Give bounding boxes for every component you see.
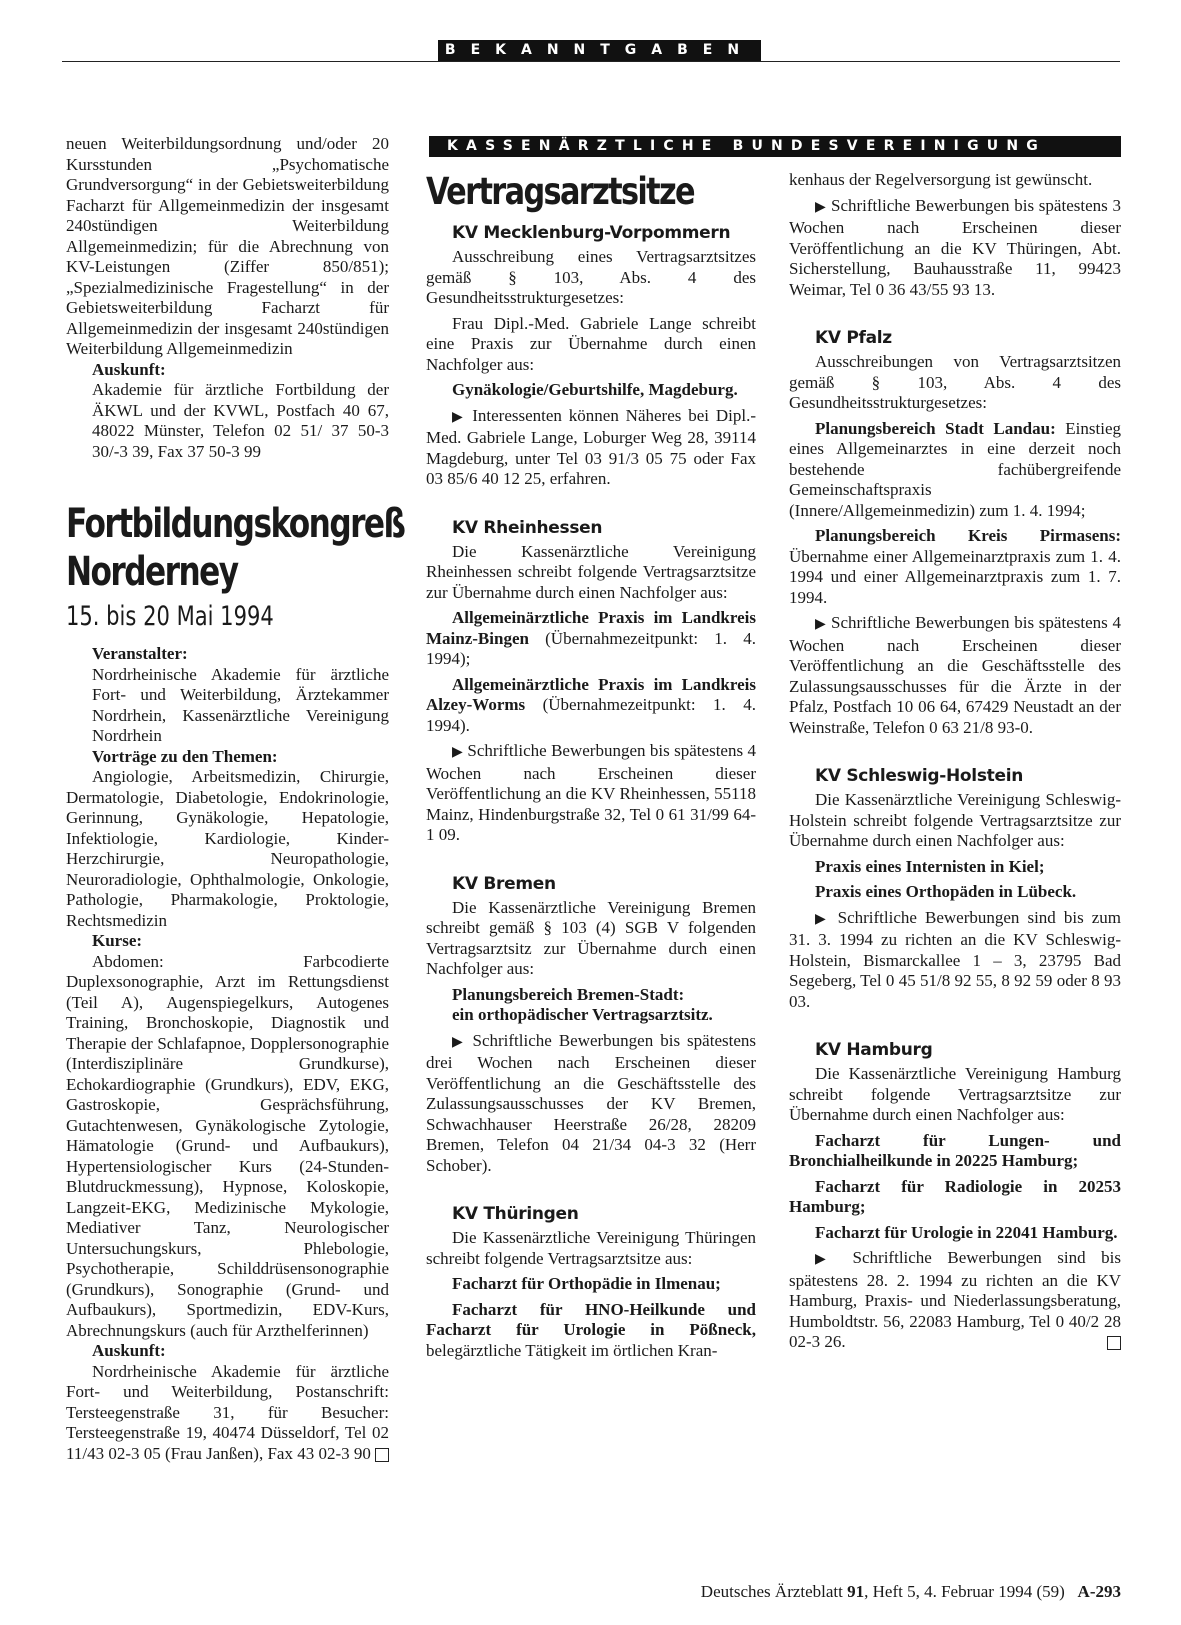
arrow-icon: ▶: [815, 1252, 838, 1267]
arrow-icon: ▶: [452, 745, 463, 760]
kv-pfalz-item1: Planungsbereich Stadt Landau: Einstieg eines Allgemeinarztes in eine derzeit noch bestehende fachübergreifende Gemeinschaftspraxis (Innere/Allgemeinmedizin) zum 1. 4. 1994;: [789, 418, 1121, 520]
kv-sh-contact: ▶ Schriftliche Bewerbungen sind bis zum 31. 3. 1994 zu richten an die KV Schleswig-Holstein, Bismarckallee 1 – 3, 23795 Bad Segeberg, Tel 0 45 51/8 92 55, 8 92 59 oder 8 93 03.: [789, 907, 1122, 1011]
kv-rheinhessen-text: Die Kassenärztliche Vereinigung Rheinhessen schreibt folgende Vertragsarztsitze zur Übernahme durch einen Nachfolger aus:: [426, 541, 756, 602]
kv-sh-text: Die Kassenärztliche Vereinigung Schleswig-Holstein schreibt folgende Vertragsarztsitze zur Übernahme durch einen Nachfolger aus:: [789, 790, 1121, 850]
kongress-title-line2: Norderney: [66, 549, 238, 595]
veranstalter-label: Veranstalter:: [92, 644, 188, 663]
arrow-icon: ▶: [452, 409, 466, 425]
kv-rheinhessen-item1: Allgemeinärztliche Praxis im Landkreis Mainz-Bingen (Übernahmezeitpunkt: 1. 4. 1994);: [426, 608, 756, 668]
arrow-icon: ▶: [452, 1034, 466, 1050]
column-middle: [426, 170, 756, 1361]
end-mark-icon: [1107, 1336, 1121, 1350]
kv-hamburg-heading: KV Hamburg: [815, 1040, 933, 1060]
vortraege-label: Vorträge zu den Themen:: [92, 746, 278, 766]
kv-bremen-text: Die Kassenärztliche Vereinigung Bremen schreibt gemäß § 103 (4) SGB V folgenden Vertragsarztsitz zur Übernahme durch einen Nachfolger aus:: [426, 897, 756, 978]
kv-thueringen-contact: ▶ Schriftliche Bewerbungen bis spätestens 3 Wochen nach Erscheinen dieser Veröffentlichung an die KV Thüringen, Abt. Sicherstellung, Bauhausstraße 11, 99423 Weimar, Tel 0 36 43/55 93 13.: [789, 195, 1121, 299]
kv-pfalz-heading: KV Pfalz: [815, 328, 892, 348]
kv-hamburg-item2: Facharzt für Radiologie in 20253 Hamburg;: [789, 1176, 1121, 1216]
kv-bremen-heading: KV Bremen: [452, 873, 556, 894]
kv-rheinhessen-contact: ▶ Schriftliche Bewerbungen bis spätestens 4 Wochen nach Erscheinen dieser Veröffentlichung an die KV Rheinhessen, 55118 Mainz, Hindenburgstraße 32, Tel 0 61 31/99 64-1 09.: [426, 741, 756, 844]
kv-pfalz-text: Ausschreibungen von Vertragsarztsitzen gemäß § 103, Abs. 4 des Gesundheitsstrukturgesetzes:: [789, 352, 1121, 412]
kv-sh-item1: Praxis eines Internisten in Kiel;: [815, 856, 1045, 876]
auskunft-label: Auskunft:: [92, 359, 166, 379]
kv-thueringen-heading: KV Thüringen: [452, 1204, 579, 1224]
kv-sh-heading: KV Schleswig-Holstein: [815, 766, 1024, 786]
kv-thueringen-text: Die Kassenärztliche Vereinigung Thüringen schreibt folgende Vertragsarztsitze aus:: [426, 1228, 756, 1268]
kv-pfalz-item2: Planungsbereich Kreis Pirmasens: Übernahme einer Allgemeinarztpraxis zum 1. 4. 1994 und einer Allgemeinarztpraxis zum 1. 7. 1994.: [789, 526, 1121, 607]
kv-pfalz-contact: ▶ Schriftliche Bewerbungen bis spätestens 4 Wochen nach Erscheinen dieser Veröffentlichung an die Geschäftsstelle des Zulassungsausschusses für die Ärzte in der Pfalz, Postfach 10 06 64, 67429 Neustadt an der Weinstraße, Telefon 0 63 21/8 93-0.: [789, 613, 1121, 737]
footer-page: A-293: [1077, 1582, 1121, 1601]
arrow-icon: ▶: [815, 617, 827, 632]
kv-thueringen-item2: Facharzt für HNO-Heilkunde und Facharzt für Urologie in Pößneck, belegärztliche Tätigkeit im örtlichen Kran-: [426, 1299, 756, 1360]
kv-mv-contact: ▶ Interessenten können Näheres bei Dipl.-Med. Gabriele Lange, Loburger Weg 28, 39114 Magdeburg, unter Tel 03 91/3 05 75 oder Fax 03 85/6 40 12 25, erfahren.: [426, 405, 756, 488]
arrow-icon: ▶: [815, 199, 827, 215]
arrow-icon: ▶: [815, 911, 830, 927]
column-left: [66, 134, 405, 1464]
kv-bremen-contact: ▶ Schriftliche Bewerbungen bis spätestens drei Wochen nach Erscheinen dieser Veröffentlichung an die Geschäftsstelle des Zulassungsausschusses der KV Bremen, Schwachhauser Heerstraße 26/28, 28209 Bremen, Telefon 04 21/34 04-3 32 (Herr Schober).: [426, 1030, 756, 1175]
auskunft-text: Akademie für ärztliche Fortbildung der ÄKWL und der KVWL, Postfach 40 67, 48022 Münster, Telefon 02 51/ 37 50-3 30/-3 39, Fax 37 50-3 99: [92, 380, 389, 461]
kurse-label: Kurse:: [92, 931, 143, 950]
kv-thueringen-item1: Facharzt für Orthopädie in Ilmenau;: [452, 1274, 721, 1293]
footer-journal: Deutsches Ärzteblatt: [700, 1582, 848, 1601]
kurse-text: Abdomen: Farbcodierte Duplexsonographie, Arzt im Rettungsdienst (Teil A), Augenspiegelkurs, Autogenes Training, Bronchoskopie, Diagnostik und Therapie der Schlafapnoe, Dopplersonographie (Interdisziplinäre Grundkurse), Echokardiographie (Grundkurs), EDV, EKG, Gastroskopie, Gesprächsführung, Gutachtenwesen, Gynäkologische Zytologie, Hämatologie (Grund- und Aufbaukurs), Hypertensiologischer Kurs (24-Stunden-Blutdruckmessung), Hypnose, Koloskopie, Langzeit-EKG, Medizinische Mykologie, Mediativer Tanz, Neurologischer Untersuchungskurs, Phlebologie, Psychotherapie, Schilddrüsensonographie (Grundkurs), Sonographie (Grund- und Aufbaukurs), Sportmedizin, EDV-Kurs, Abrechnungskurs (auch für Arzthelferinnen): [66, 951, 389, 1340]
intro-text: neuen Weiterbildungsordnung und/oder 20 Kursstunden „Psychomatische Grundversorgung“ in der Gebietsweiterbildung Facharzt für Allgemeinmedizin der insgesamt 240stündigen Weiterbildung Allgemeinmedizin; für die Abrechnung von KV-Leistungen (Ziffer 850/851); „Spezialmedizinische Fragestellung“ in der Gebietsweiterbildung Facharzt für Allgemeinmedizin der insgesamt 240stündigen Weiterbildung Allgemeinmedizin: [66, 134, 389, 358]
kv-thueringen-continued: kenhaus der Regelversorgung ist gewünscht.: [789, 170, 1093, 189]
kongress-title-line1: Fortbildungskongreß: [66, 501, 405, 547]
section-tag: BEKANNTGABEN: [438, 40, 761, 61]
kv-bremen-item1: Planungsbereich Bremen-Stadt:: [452, 984, 685, 1004]
header-rule: [62, 61, 1120, 62]
kv-mv-text2: Frau Dipl.-Med. Gabriele Lange schreibt eine Praxis zur Übernahme durch einen Nachfolger aus:: [426, 313, 756, 374]
kv-hamburg-item3: Facharzt für Urologie in 22041 Hamburg.: [815, 1222, 1118, 1242]
veranstalter-text: Nordrheinische Akademie für ärztliche Fort- und Weiterbildung, Ärztekammer Nordrhein, Kassenärztliche Vereinigung Nordrhein: [92, 664, 389, 745]
end-mark-icon: [375, 1448, 389, 1462]
vortraege-text: Angiologie, Arbeitsmedizin, Chirurgie, Dermatologie, Diabetologie, Endokrinologie, Gerinnung, Gynäkologie, Hepatologie, Infektiologie, Kardiologie, Kinder-Herzchirurgie, Neuropathologie, Neuroradiologie, Ophthalmologie, Onkologie, Pathologie, Pharmakologie, Proktologie, Rechtsmedizin: [66, 767, 389, 930]
kv-hamburg-contact: ▶ Schriftliche Bewerbungen sind bis spätestens 28. 2. 1994 zu richten an die KV Hamburg, Praxis- und Niederlassungsberatung, Humboldtstr. 56, 22083 Hamburg, Tel 0 40/2 28 02-3 26.: [789, 1248, 1121, 1351]
footer-volume: 91: [847, 1582, 865, 1601]
kv-hamburg-item1: Facharzt für Lungen- und Bronchialheilkunde in 20225 Hamburg;: [789, 1130, 1121, 1170]
kbv-bar: KASSENÄRZTLICHE BUNDESVEREINIGUNG: [429, 136, 1121, 157]
auskunft2-label: Auskunft:: [92, 1341, 166, 1360]
footer-issue: , Heft 5, 4. Februar 1994 (59): [864, 1582, 1065, 1601]
kv-sh-item2: Praxis eines Orthopäden in Lübeck.: [815, 882, 1077, 901]
kv-rheinhessen-heading: KV Rheinhessen: [452, 517, 603, 538]
column-right: [789, 170, 1121, 1353]
kv-rheinhessen-item2: Allgemeinärztliche Praxis im Landkreis Alzey-Worms (Übernahmezeitpunkt: 1. 4. 1994).: [426, 674, 756, 735]
kv-hamburg-text: Die Kassenärztliche Vereinigung Hamburg schreibt folgende Vertragsarztsitze zur Übernahme durch einen Nachfolger aus:: [789, 1064, 1121, 1124]
kv-bremen-item2: ein orthopädischer Vertragsarztsitz.: [452, 1005, 713, 1024]
kongress-subtitle: 15. bis 20 Mai 1994: [66, 601, 274, 632]
vertragsarztsitze-title: Vertragsarztsitze: [426, 170, 694, 213]
kv-mv-practice: Gynäkologie/Geburtshilfe, Magdeburg.: [452, 380, 738, 399]
page-footer: [590, 1582, 1121, 1602]
kv-mv-heading: KV Mecklenburg-Vorpommern: [452, 223, 731, 243]
kv-mv-text1: Ausschreibung eines Vertragsarztsitzes gemäß § 103, Abs. 4 des Gesundheitsstrukturgesetzes:: [426, 247, 756, 307]
auskunft2-text: Nordrheinische Akademie für ärztliche Fort- und Weiterbildung, Postanschrift: Tersteegenstraße 31, für Besucher: Tersteegenstraße 19, 40474 Düsseldorf, Tel 02 11/43 02-3 05 (Frau Janßen), Fax 43 02-3 90: [66, 1361, 389, 1463]
